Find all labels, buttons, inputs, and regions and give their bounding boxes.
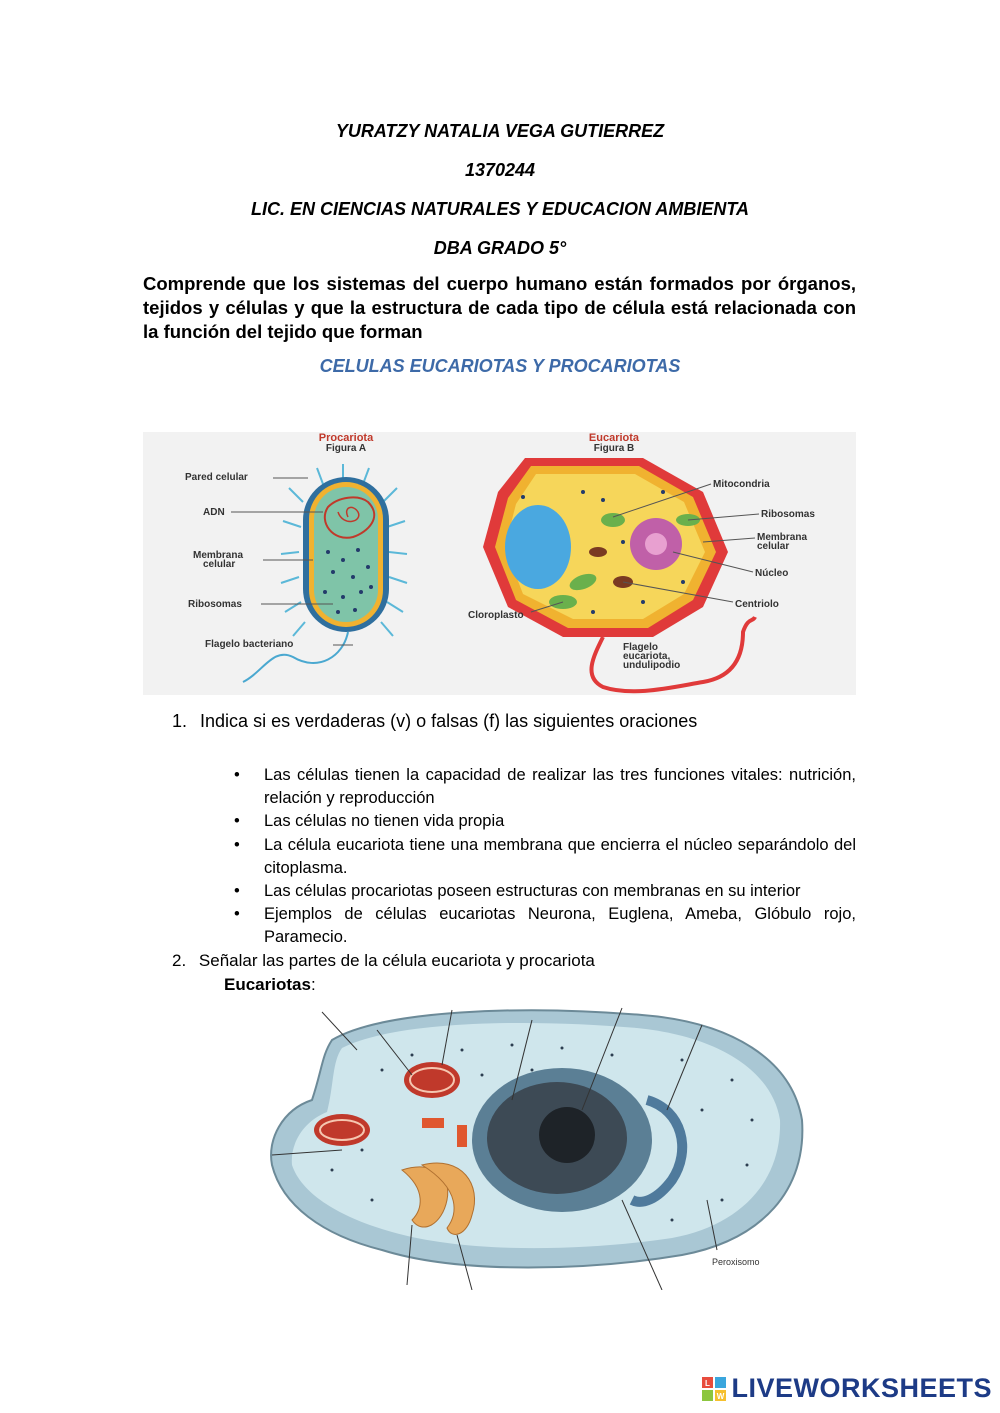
label-euk-flagellum-3: undulipodio (623, 660, 681, 671)
label-euk-flagellum-2: eucariota, (623, 651, 671, 662)
label-euk-flagellum: Flagelo (623, 642, 659, 653)
eukaryote-figure-label: Figura B (593, 443, 635, 454)
label-nucleus: Núcleo (755, 568, 789, 579)
label-euk-ribosomes: Ribosomas (761, 509, 815, 520)
list-item (232, 810, 856, 833)
bullet-glyph: • (234, 812, 240, 831)
statement-4: Las células procariotas poseen estructuras con membranas en su interior (264, 882, 801, 901)
eukaryote-cell (468, 432, 815, 691)
eukaryotes-colon: : (310, 975, 316, 994)
eukaryotes-label: Eucariotas (224, 975, 311, 994)
list-item (232, 903, 856, 949)
label-ribosomes: Ribosomas (188, 599, 242, 610)
bullet-glyph: • (234, 835, 240, 854)
prokaryote-figure-label: Figura A (325, 443, 367, 454)
statement-1: Las células tienen la capacidad de realizar las tres funciones vitales: nutrición, relación y reproducción (264, 766, 856, 808)
eukaryotic-cell-diagram (262, 1000, 810, 1290)
label-membrane: Membrana (193, 550, 244, 561)
grade-title: DBA GRADO 5° (433, 238, 567, 258)
list-item (232, 834, 856, 880)
question-2-text: Señalar las partes de la célula eucariota y procariota (198, 951, 595, 970)
section-subtitle: CELULAS EUCARIOTAS Y PROCARIOTAS (319, 356, 681, 376)
program-name: LIC. EN CIENCIAS NATURALES Y EDUCACION AMBIENTA (250, 199, 750, 219)
bullet-glyph: • (234, 882, 240, 901)
statement-3: La célula eucariota tiene una membrana que encierra el núcleo separándolo del citoplasma. (264, 835, 856, 877)
label-euk-membrane-2: celular (757, 541, 790, 552)
list-item (232, 764, 856, 810)
student-name: YURATZY NATALIA VEGA GUTIERREZ (335, 121, 665, 141)
label-cell-wall: Pared celular (185, 472, 248, 483)
bullet-glyph: • (234, 905, 240, 924)
bullet-glyph: • (234, 766, 240, 784)
statement-2: Las células no tienen vida propia (264, 812, 505, 831)
student-code: 1370244 (464, 160, 536, 180)
svg-text:W: W (717, 1391, 725, 1401)
question-1-text: Indica si es verdaderas (v) o falsas (f) las siguientes oraciones (200, 711, 698, 731)
liveworksheets-logo (702, 1373, 992, 1404)
list-item (232, 880, 856, 903)
label-centriole: Centriolo (735, 599, 779, 610)
prokaryote-title: Procariota (318, 432, 374, 444)
label-chloroplast: Cloroplasto (468, 610, 524, 621)
liveworksheets-brand: LIVEWORKSHEETS (731, 1373, 992, 1403)
eukaryote-title: Eucariota (588, 432, 640, 444)
learning-objective: Comprende que los sistemas del cuerpo humano están formados por órganos, tejidos y células y que la estructura de cada tipo de célula está relacionada con la función del tejido que forman (143, 273, 856, 342)
statement-list (232, 764, 856, 950)
eukaryotes-heading (224, 975, 316, 995)
liveworksheets-icon (702, 1377, 726, 1401)
label-membrane-2: celular (203, 559, 236, 570)
question-1-number: 1. (172, 711, 188, 731)
label-euk-membrane: Membrana (757, 532, 808, 543)
svg-text:L: L (705, 1378, 711, 1388)
cell-comparison-svg (143, 432, 856, 695)
question-1 (172, 711, 697, 732)
question-2-number: 2. (172, 951, 187, 970)
label-peroxisome: Peroxisomo (712, 1257, 760, 1267)
cell-comparison-figure (143, 432, 856, 695)
question-2 (172, 951, 595, 971)
statement-5: Ejemplos de células eucariotas Neurona, Euglena, Ameba, Glóbulo rojo, Paramecio. (264, 905, 856, 947)
label-mitochondria: Mitocondria (713, 479, 770, 490)
eukaryotic-cell-svg (262, 1000, 810, 1290)
prokaryote-cell (185, 432, 407, 682)
label-dna: ADN (203, 507, 225, 518)
label-flagellum: Flagelo bacteriano (205, 639, 294, 650)
